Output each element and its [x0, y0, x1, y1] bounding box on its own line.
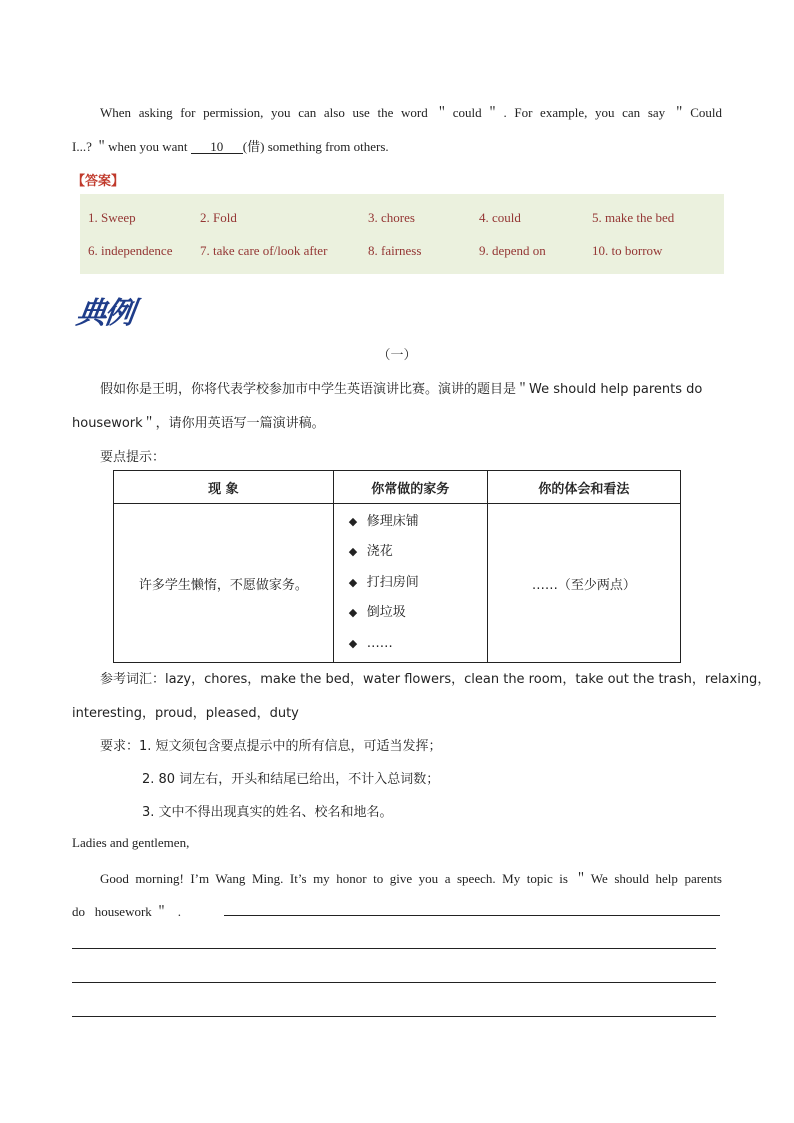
- cell-opinion: ……（至少两点）: [487, 504, 680, 663]
- prompt-line-1: 假如你是王明，你将代表学校参加市中学生英语演讲比赛。演讲的题目是＂We should help parents do: [100, 382, 703, 397]
- intro-line-2: [72, 136, 389, 155]
- cell-chores: [333, 504, 487, 663]
- chore-label: 浇花: [366, 544, 393, 560]
- table-header-row: [114, 471, 681, 504]
- answer-item-1: 1. Sweep: [88, 210, 136, 225]
- answer-item-4: 4. could: [479, 210, 521, 225]
- requirement-item-2: 2. 80 词左右，开头和结尾已给出，不计入总词数；: [142, 772, 440, 787]
- cell-phenomenon: 许多学生懒惰，不愿做家务。: [114, 504, 334, 663]
- intro-line-1: When asking for permission, you can also use the word ＂could＂. For example, you can say ＂Could: [100, 105, 722, 120]
- chore-label: ……: [366, 635, 393, 651]
- writing-line[interactable]: [72, 982, 716, 983]
- list-item: [349, 507, 486, 538]
- tips-table: [113, 470, 681, 663]
- answer-item-9: 9. depend on: [479, 243, 546, 258]
- diamond-bullet-icon: ◆: [348, 514, 358, 528]
- header-phenomenon: 现 象: [114, 471, 334, 504]
- header-chores: 你常做的家务: [333, 471, 487, 504]
- diamond-bullet-icon: ◆: [348, 636, 358, 650]
- diamond-bullet-icon: ◆: [348, 545, 358, 559]
- speech-greeting: Ladies and gentlemen,: [72, 835, 190, 850]
- answer-item-3: 3. chores: [368, 210, 415, 225]
- chore-label: 倒垃圾: [366, 605, 406, 621]
- answer-item-7: 7. take care of/look after: [200, 243, 328, 258]
- speech-opening-line-1: Good morning! I’m Wang Ming. It’s my honor to give you a speech. My topic is ＂We should help parents: [100, 871, 722, 886]
- section-logo: 典例: [74, 296, 135, 331]
- answer-label: 【答案】: [72, 174, 125, 189]
- requirement-item-1: 1. 短文须包含要点提示中的所有信息，可适当发挥；: [139, 739, 442, 754]
- answer-blank-10: 10: [191, 140, 243, 154]
- writing-line[interactable]: [224, 915, 720, 916]
- speech-opening-line-2: do housework ＂ .: [72, 904, 182, 919]
- tips-label: 要点提示：: [100, 450, 166, 465]
- answer-item-8: 8. fairness: [368, 243, 422, 258]
- vocab-line-1: 参考词汇：lazy，chores，make the bed，water flowers，clean the room，take out the trash，relaxing，: [100, 672, 771, 687]
- requirements-label: 要求：: [100, 739, 140, 754]
- answer-item-2: 2. Fold: [200, 210, 237, 225]
- chore-label: 修理床铺: [366, 513, 419, 529]
- list-item: [349, 537, 486, 568]
- list-item: [349, 629, 486, 660]
- prompt-line-2: housework＂，请你用英语写一篇演讲稿。: [72, 416, 325, 431]
- vocab-line-2: interesting，proud，pleased，duty: [72, 706, 299, 721]
- diamond-bullet-icon: ◆: [348, 606, 358, 620]
- chore-label: 打扫房间: [366, 574, 419, 590]
- answer-item-10: 10. to borrow: [592, 243, 663, 258]
- requirements: [100, 735, 442, 754]
- header-opinion: 你的体会和看法: [487, 471, 680, 504]
- answer-box: [80, 194, 724, 274]
- list-item: [349, 568, 486, 599]
- requirement-item-3: 3. 文中不得出现真实的姓名、校名和地名。: [142, 805, 393, 820]
- example-title: （一）: [377, 348, 417, 363]
- list-item: [349, 598, 486, 629]
- writing-line[interactable]: [72, 948, 716, 949]
- table-row: [114, 504, 681, 663]
- diamond-bullet-icon: ◆: [348, 575, 358, 589]
- writing-line[interactable]: [72, 1016, 716, 1017]
- answer-item-5: 5. make the bed: [592, 210, 675, 225]
- answer-item-6: 6. independence: [88, 243, 173, 258]
- chores-list: [335, 507, 486, 660]
- intro-line-2-start: I...? ＂when you want: [72, 139, 188, 154]
- intro-line-2-end: (借) something from others.: [242, 139, 389, 154]
